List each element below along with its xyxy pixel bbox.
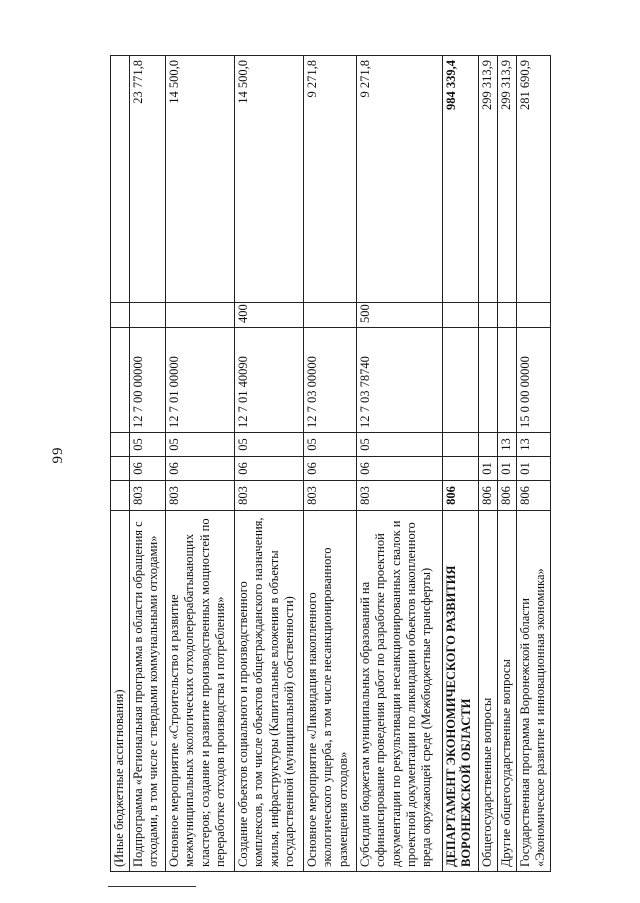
row-name: Подпрограмма «Региональная программа в области обращения с отходами, в том числе с твердыми коммунальными отходами» [130, 511, 166, 872]
table-row [166, 56, 235, 872]
row-rz: 06 [357, 457, 443, 481]
row-sum: 14 500,0 [235, 56, 304, 303]
table-row [479, 56, 498, 872]
row-csr [443, 328, 479, 433]
row-ved [111, 481, 130, 511]
table-row [498, 56, 517, 872]
row-ved: 806 [517, 481, 551, 511]
row-csr: 15 0 00 00000 [517, 328, 551, 433]
row-vr: 400 [235, 303, 304, 328]
row-sum: 9 271,8 [357, 56, 443, 303]
row-sum: 23 771,8 [130, 56, 166, 303]
row-pr: 13 [498, 433, 517, 457]
row-ved: 806 [479, 481, 498, 511]
row-csr: 12 7 01 00000 [166, 328, 235, 433]
row-sum: 281 690,9 [517, 56, 551, 303]
row-sum [111, 56, 130, 303]
table-row [111, 56, 130, 872]
row-vr [111, 303, 130, 328]
row-name: Создание объектов социального и производственного комплексов, в том числе объектов общегражданского назначения, жилья, инфраструктуры (Капитальные вложения в объекты государственной (муниципальной) собственности) [235, 511, 304, 872]
row-ved: 803 [130, 481, 166, 511]
row-name: Субсидии бюджетам муниципальных образований на софинансирование проведения работ по разработке проектной документации по рекультивации несанкционированных свалок и проектной документации по ликвидации объектов накопленного вреда окружающей среде (Межбюджетные трансферты) [357, 511, 443, 872]
row-pr [479, 433, 498, 457]
row-csr [498, 328, 517, 433]
row-name: Государственная программа Воронежской области «Экономическое развитие и инновационная экономика» [517, 511, 551, 872]
row-pr: 13 [517, 433, 551, 457]
row-rz [111, 457, 130, 481]
row-pr [443, 433, 479, 457]
footer-rule [108, 886, 196, 887]
row-ved: 806 [498, 481, 517, 511]
budget-table [110, 55, 551, 872]
table-row [517, 56, 551, 872]
row-ved: 803 [166, 481, 235, 511]
row-csr: 12 7 00 00000 [130, 328, 166, 433]
table-row [304, 56, 357, 872]
row-csr: 12 7 01 40090 [235, 328, 304, 433]
row-rz: 01 [479, 457, 498, 481]
row-rz: 06 [130, 457, 166, 481]
row-pr: 05 [235, 433, 304, 457]
row-name: (Иные бюджетные ассигнования) [111, 511, 130, 872]
row-rz: 01 [498, 457, 517, 481]
row-name: Общегосударственные вопросы [479, 511, 498, 872]
row-rz [443, 457, 479, 481]
row-vr [517, 303, 551, 328]
row-ved: 803 [304, 481, 357, 511]
row-vr [498, 303, 517, 328]
row-name: ДЕПАРТАМЕНТ ЭКОНОМИЧЕСКОГО РАЗВИТИЯ ВОРОНЕЖСКОЙ ОБЛАСТИ [443, 511, 479, 872]
row-vr [130, 303, 166, 328]
page-number: 99 [50, 446, 66, 464]
row-sum: 9 271,8 [304, 56, 357, 303]
table-row [357, 56, 443, 872]
row-ved: 806 [443, 481, 479, 511]
row-pr [111, 433, 130, 457]
row-pr: 05 [304, 433, 357, 457]
row-pr: 05 [166, 433, 235, 457]
row-vr [304, 303, 357, 328]
row-sum: 984 339,4 [443, 56, 479, 303]
table-row [130, 56, 166, 872]
row-rz: 01 [517, 457, 551, 481]
row-vr [479, 303, 498, 328]
row-rz: 06 [235, 457, 304, 481]
table-row [235, 56, 304, 872]
row-vr [443, 303, 479, 328]
row-sum: 299 313,9 [498, 56, 517, 303]
row-sum: 299 313,9 [479, 56, 498, 303]
row-csr [479, 328, 498, 433]
table-row [443, 56, 479, 872]
row-rz: 06 [166, 457, 235, 481]
row-name: Другие общегосударственные вопросы [498, 511, 517, 872]
row-csr: 12 7 03 00000 [304, 328, 357, 433]
row-pr: 05 [357, 433, 443, 457]
table-body [111, 56, 551, 872]
row-sum: 14 500,0 [166, 56, 235, 303]
row-name: Основное мероприятие «Ликвидация накопленного экологического ущерба, в том числе несанкционированного размещения отходов» [304, 511, 357, 872]
row-rz: 06 [304, 457, 357, 481]
row-vr [166, 303, 235, 328]
row-ved: 803 [235, 481, 304, 511]
row-vr: 500 [357, 303, 443, 328]
row-csr [111, 328, 130, 433]
row-csr: 12 7 03 78740 [357, 328, 443, 433]
row-pr: 05 [130, 433, 166, 457]
rotated-table-wrapper [110, 56, 550, 872]
row-name: Основное мероприятие «Строительство и развитие межмуниципальных экологических отходоперерабатывающих кластеров; создание и развитие производственных мощностей по переработке отходов производства и потребления» [166, 511, 235, 872]
row-ved: 803 [357, 481, 443, 511]
